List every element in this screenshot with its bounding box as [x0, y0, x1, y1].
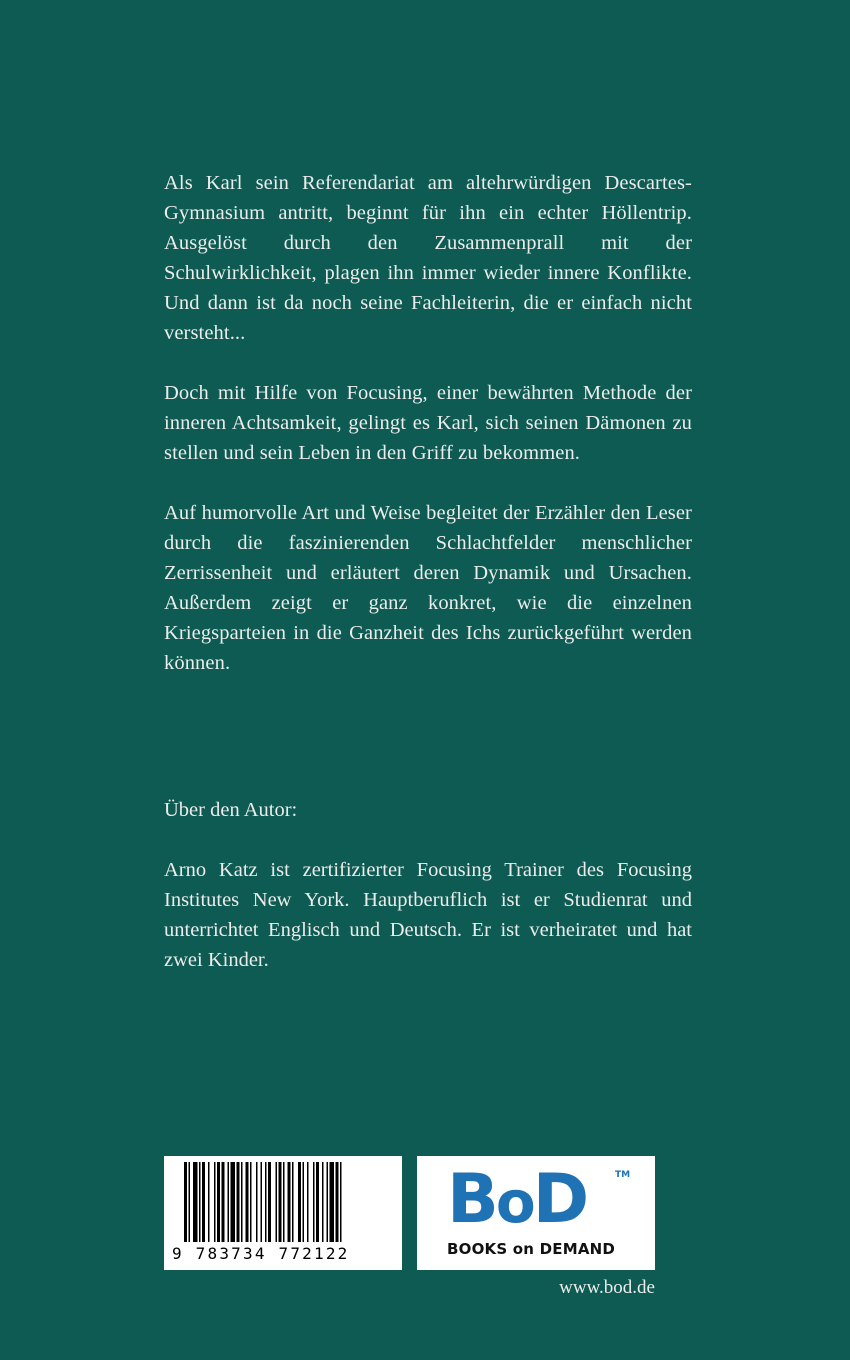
barcode-bars [172, 1162, 396, 1246]
publisher-website: www.bod.de [559, 1277, 655, 1298]
bod-logo [447, 1160, 587, 1239]
blurb-paragraph-3: Auf humorvolle Art und Weise begleitet der Erzähler den Leser durch die faszinierenden Schlachtfelder menschlicher Zerrissenheit und erläutert deren Dynamik und Ursachen. Außerdem zeigt er ganz konkret, wie die einzelnen Kriegsparteien in die Ganzheit des Ichs zurückgeführt werden können. [164, 502, 692, 674]
author-heading: Über den Autor: [164, 799, 298, 821]
author-bio: Arno Katz ist zertifizierter Focusing Trainer des Focusing Institutes New York. Hauptberuflich ist er Studienrat und unterrichtet Englisch und Deutsch. Er ist verheiratet und hat zwei Kinder. [164, 859, 692, 971]
isbn-barcode [164, 1156, 402, 1270]
publisher-logo-box [417, 1156, 655, 1270]
bod-logo-d: D [532, 1160, 587, 1239]
trademark-mark: TM [615, 1170, 631, 1180]
author-section [164, 795, 692, 1005]
publisher-tagline: BOOKS on DEMAND [447, 1240, 616, 1258]
back-cover-blurb [164, 168, 692, 708]
blurb-paragraph-2: Doch mit Hilfe von Focusing, einer bewährten Methode der inneren Achtsamkeit, gelingt es Karl, sich seinen Dämonen zu stellen und sein Leben in den Griff zu bekommen. [164, 382, 692, 464]
isbn-number: 9 783734 772122 [172, 1244, 350, 1263]
blurb-paragraph-1: Als Karl sein Referendariat am altehrwürdigen Descartes-Gymnasium antritt, beginnt für ihn ein echter Höllentrip. Ausgelöst durch den Zusammenprall mit der Schulwirklichkeit, plagen ihn immer wieder innere Konflikte. Und dann ist da noch seine Fachleiterin, die er einfach nicht versteht... [164, 172, 692, 344]
bod-logo-o: o [495, 1168, 533, 1236]
bod-logo-b: B [447, 1160, 496, 1239]
